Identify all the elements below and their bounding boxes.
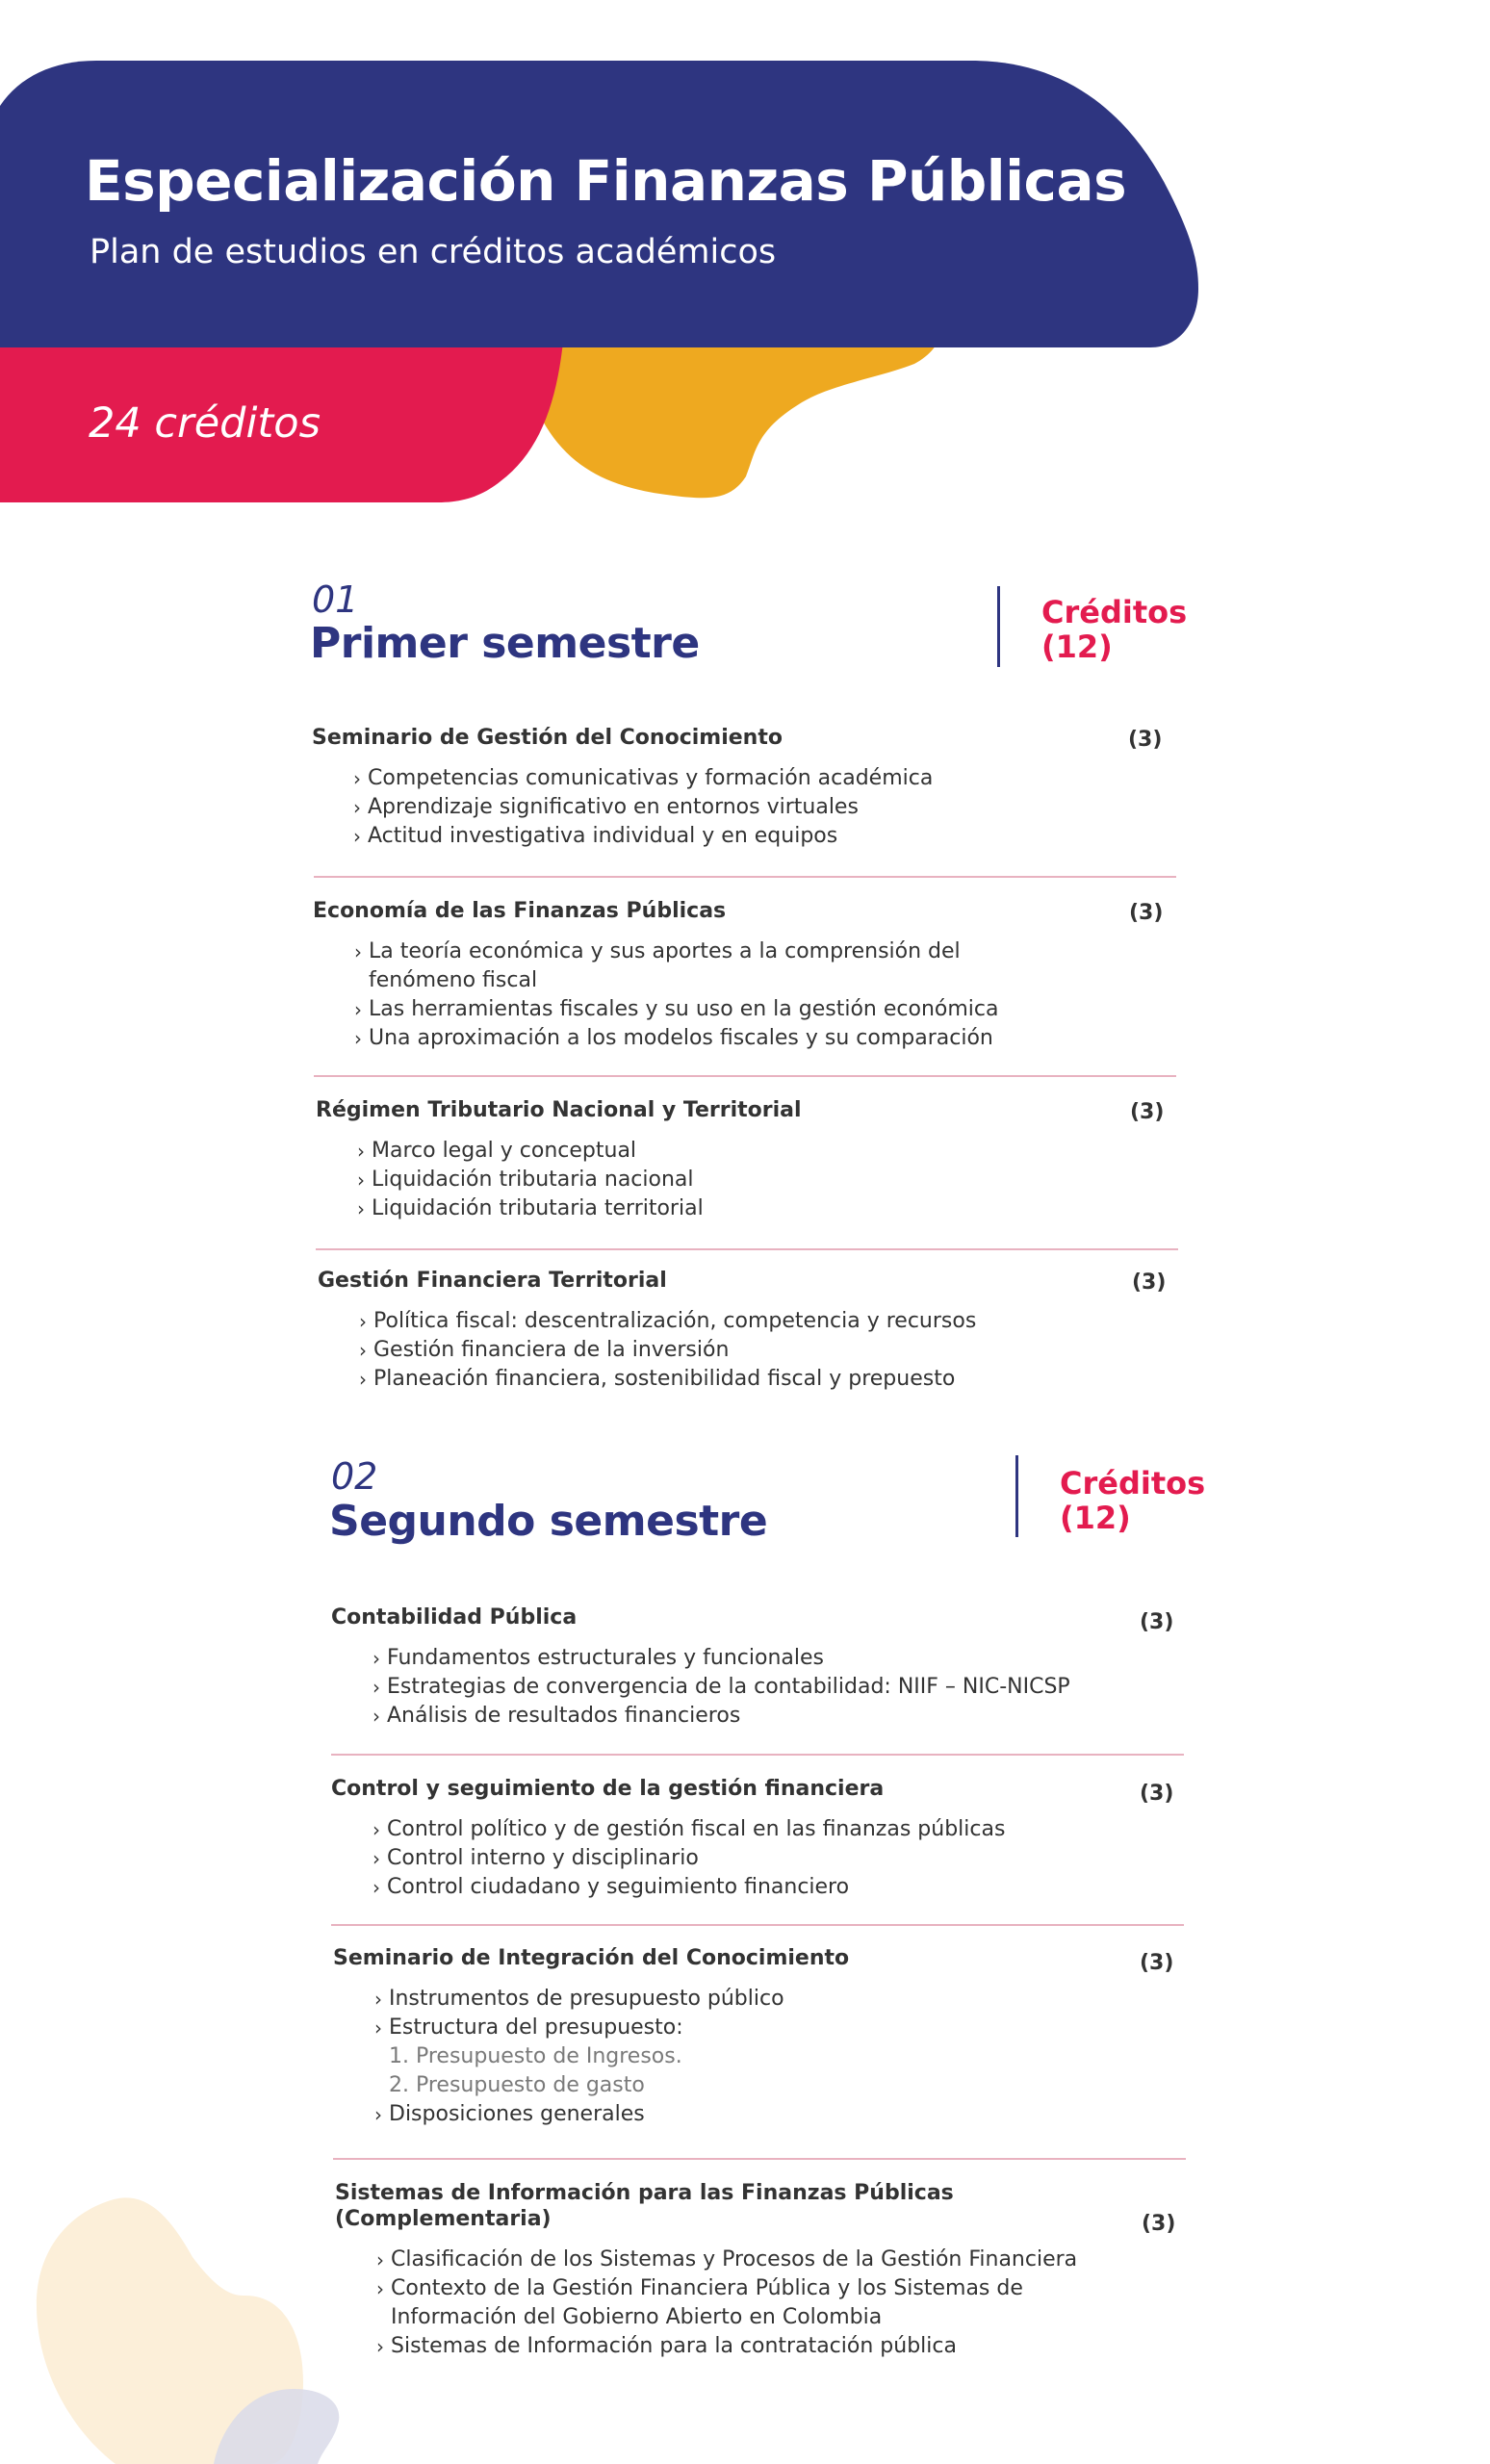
chevron-right-icon: › — [357, 1197, 365, 1220]
semester-credits-value: (12) — [1041, 629, 1113, 665]
semester-credits-value: (12) — [1060, 1500, 1131, 1536]
topic-item: › Actitud investigativa individual y en equipos — [353, 822, 1099, 851]
semester-divider — [1015, 1455, 1018, 1537]
divider-line — [316, 1248, 1178, 1250]
semester-divider — [997, 586, 1000, 667]
semester-title: Segundo semestre — [329, 1497, 768, 1546]
topic-item: › Contexto de la Gestión Financiera Pública y los Sistemas de Información del Gobierno Abierto en Colombia — [376, 2276, 1023, 2329]
topic-item: › Control interno y disciplinario — [372, 1844, 1118, 1873]
subject-item — [331, 1604, 1197, 1731]
topic-list — [357, 1137, 1182, 1223]
semester-credits-label: Créditos — [1060, 1465, 1206, 1502]
divider-line — [331, 1924, 1184, 1926]
chevron-right-icon: › — [372, 1818, 380, 1841]
topic-list — [372, 1815, 1197, 1902]
topic-item: › Competencias comunicativas y formación académica — [353, 764, 1099, 793]
semester-number: 02 — [331, 1455, 378, 1498]
semester-number: 01 — [312, 578, 359, 621]
topic-item: › Planeación financiera, sostenibilidad fiscal y prepuesto — [359, 1365, 1105, 1394]
chevron-right-icon: › — [376, 2248, 384, 2272]
chevron-right-icon: › — [372, 1847, 380, 1870]
subject-title: Régimen Tributario Nacional y Territorial — [316, 1098, 802, 1122]
subtopic-item: 1. Presupuesto de Ingresos. — [389, 2044, 682, 2068]
page-subtitle: Plan de estudios en créditos académicos — [90, 233, 777, 271]
subject-credits: (3) — [1129, 901, 1164, 925]
subject-item — [318, 1268, 1184, 1394]
topic-list — [372, 1644, 1197, 1731]
topic-item: › Disposiciones generales — [374, 2100, 1120, 2129]
page-title: Especialización Finanzas Públicas — [85, 148, 1127, 214]
total-credits: 24 créditos — [89, 399, 321, 448]
topic-item: › Fundamentos estructurales y funcionales — [372, 1644, 1118, 1673]
subject-item — [313, 898, 1179, 1053]
chevron-right-icon: › — [354, 998, 362, 1021]
chevron-right-icon: › — [374, 2103, 382, 2126]
chevron-right-icon: › — [372, 1876, 380, 1899]
topic-item: › Gestión financiera de la inversión — [359, 1336, 1105, 1365]
subject-credits: (3) — [1140, 1951, 1174, 1975]
chevron-right-icon: › — [372, 1676, 380, 1699]
subject-credits: (3) — [1130, 1100, 1165, 1124]
topic-item: › Marco legal y conceptual — [357, 1137, 1103, 1166]
topic-item: › Estructura del presupuesto: — [374, 2014, 1120, 2042]
chevron-right-icon: › — [353, 767, 361, 790]
divider-line — [331, 1754, 1184, 1756]
topic-list — [354, 937, 1179, 1053]
subject-credits: (3) — [1128, 728, 1163, 752]
chevron-right-icon: › — [372, 1647, 380, 1670]
subject-item — [333, 1945, 1199, 2129]
subject-credits: (3) — [1140, 1610, 1174, 1634]
subject-title: Control y seguimiento de la gestión financiera — [331, 1777, 885, 1801]
topic-item: › Las herramientas fiscales y su uso en la gestión económica — [354, 995, 1100, 1024]
topic-list — [376, 2246, 1201, 2361]
chevron-right-icon: › — [376, 2277, 384, 2300]
subject-title: Contabilidad Pública — [331, 1605, 578, 1630]
topic-item: › Sistemas de Información para la contratación pública — [376, 2332, 1122, 2361]
subtopic-item: 2. Presupuesto de gasto — [389, 2073, 645, 2097]
chevron-right-icon: › — [372, 1705, 380, 1728]
topic-item: › Una aproximación a los modelos fiscales y su comparación — [354, 1024, 1100, 1053]
subject-item — [316, 1097, 1182, 1223]
semester-credits-label: Créditos — [1041, 594, 1188, 630]
subject-credits: (3) — [1132, 1270, 1167, 1295]
topic-item: › Liquidación tributaria territorial — [357, 1194, 1103, 1223]
topic-item: › Instrumentos de presupuesto público — [374, 1985, 1120, 2014]
chevron-right-icon: › — [376, 2335, 384, 2358]
chevron-right-icon: › — [374, 2016, 382, 2040]
yellow-blob-shape — [539, 327, 940, 498]
topic-list — [353, 764, 1178, 851]
topic-item: › La teoría económica y sus aportes a la comprensión del fenómeno fiscal — [354, 939, 961, 992]
topic-item: › Política fiscal: descentralización, competencia y recursos — [359, 1307, 1105, 1336]
chevron-right-icon: › — [359, 1368, 367, 1391]
chevron-right-icon: › — [353, 825, 361, 848]
divider-line — [314, 1075, 1176, 1077]
topic-item: › Liquidación tributaria nacional — [357, 1166, 1103, 1194]
subject-item — [335, 2180, 1201, 2361]
semester-title: Primer semestre — [310, 619, 700, 668]
subject-title: Seminario de Gestión del Conocimiento — [312, 726, 783, 750]
topic-item: › Control ciudadano y seguimiento financiero — [372, 1873, 1118, 1902]
subject-credits: (3) — [1140, 1782, 1174, 1806]
subject-item — [331, 1776, 1197, 1902]
chevron-right-icon: › — [359, 1339, 367, 1362]
divider-line — [333, 2158, 1186, 2160]
topic-list — [374, 1985, 1199, 2129]
topic-item: › Análisis de resultados financieros — [372, 1702, 1118, 1731]
subject-title: Seminario de Integración del Conocimiento — [333, 1946, 850, 1970]
topic-list — [359, 1307, 1184, 1394]
topic-item: › Clasificación de los Sistemas y Procesos de la Gestión Financiera — [376, 2246, 1161, 2274]
chevron-right-icon: › — [359, 1310, 367, 1333]
divider-line — [314, 876, 1176, 878]
chevron-right-icon: › — [353, 796, 361, 819]
subject-title: Gestión Financiera Territorial — [318, 1269, 667, 1293]
subject-credits: (3) — [1142, 2212, 1176, 2236]
chevron-right-icon: › — [357, 1168, 365, 1192]
chevron-right-icon: › — [354, 940, 362, 963]
chevron-right-icon: › — [354, 1027, 362, 1050]
topic-item: › Control político y de gestión fiscal en las finanzas públicas — [372, 1815, 1118, 1844]
chevron-right-icon: › — [357, 1140, 365, 1163]
topic-item: › Estrategias de convergencia de la contabilidad: NIIF – NIC-NICSP — [372, 1673, 1157, 1702]
subject-item — [312, 725, 1178, 851]
subject-title: Economía de las Finanzas Públicas — [313, 899, 727, 923]
subject-title: Sistemas de Información para las Finanzas Públicas (Complementaria) — [335, 2181, 954, 2231]
chevron-right-icon: › — [374, 1988, 382, 2011]
topic-item: › Aprendizaje significativo en entornos virtuales — [353, 793, 1099, 822]
